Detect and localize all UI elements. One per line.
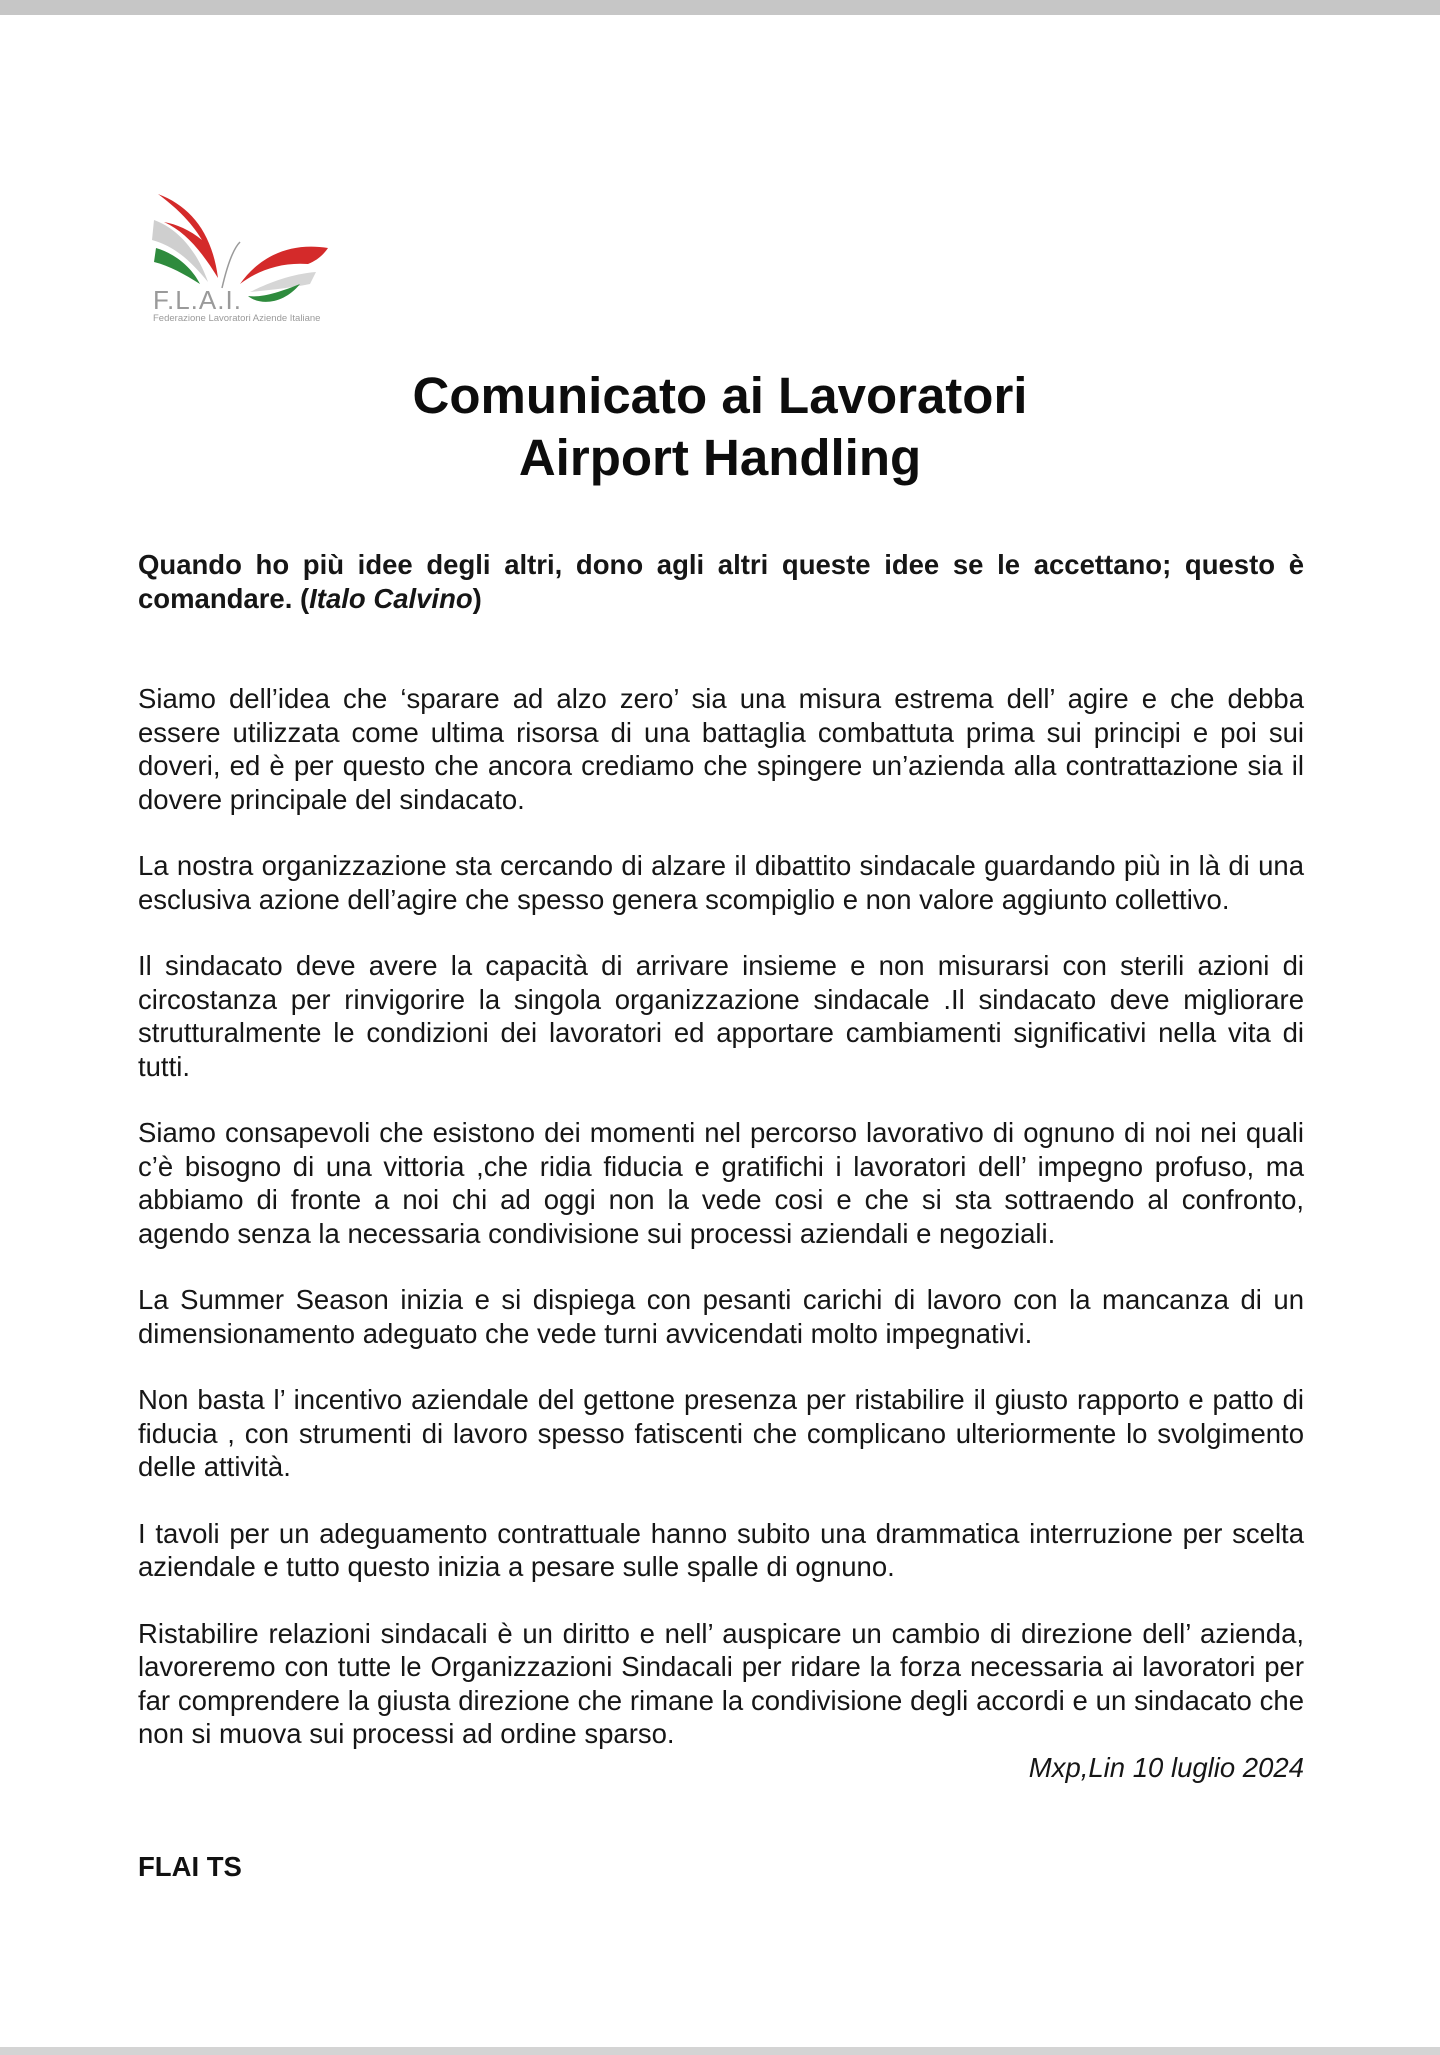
paragraph-4: Siamo consapevoli che esistono dei momenti nel percorso lavorativo di ognuno di noi nei quali c’è bisogno di una vittoria ,che ridia fiducia e gratifichi i lavoratori dell’ impegno profuso, ma abbiamo di fronte a noi chi ad oggi non la vede cosi e che si sta sottraendo al confronto, agendo senza la necessaria condivisione sui processi aziendali e negoziali. [138,1117,1304,1249]
bottom-border [0,2047,1440,2055]
place-date: Mxp,Lin 10 luglio 2024 [1028,1751,1304,1783]
opening-quote [138,548,1304,615]
logo-name: F.L.A.I. [153,285,242,315]
quote-text: Quando ho più idee degli altri, dono agli altri queste idee se le accettano; questo è comandare. ( [138,549,1304,614]
paragraph-8: Ristabilire relazioni sindacali è un diritto e nell’ auspicare un cambio di direzione dell’ azienda, lavoreremo con tutte le Organizzazioni Sindacali per ridare la forza necessaria ai lavoratori per far comprendere la giusta direzione che rimane la condivisione degli accordi e un sindacato che non si muova sui processi ad ordine sparso. [138,1617,1304,1749]
quote-author: Italo Calvino [309,582,473,614]
document-body [138,548,1304,1784]
paragraph-3: Il sindacato deve avere la capacità di arrivare insieme e non misurarsi con sterili azioni di circostanza per rinvigorire la singola organizzazione sindacale .Il sindacato deve migliorare strutturalmente le condizioni dei lavoratori ed apportare cambiamenti significativi nella vita di tutti. [138,950,1304,1082]
paragraph-7: I tavoli per un adeguamento contrattuale hanno subito una drammatica interruzione per scelta aziendale e tutto questo inizia a pesare sulle spalle di ognuno. [138,1517,1304,1582]
flai-logo [150,192,330,328]
signature: FLAI TS [138,1851,242,1882]
paragraph-1: Siamo dell’idea che ‘sparare ad alzo zero’ sia una misura estrema dell’ agire e che debba essere utilizzata come ultima risorsa di una battaglia combattuta prima sui principi e poi sui doveri, ed è per questo che ancora crediamo che spingere un’azienda alla contrattazione sia il dovere principale del sindacato. [138,683,1304,815]
title-line-1: Comunicato ai Lavoratori [412,367,1028,424]
page-title [0,365,1440,489]
paragraph-6: Non basta l’ incentivo aziendale del gettone presenza per ristabilire il giusto rapporto e patto di fiducia , con strumenti di lavoro spesso fatiscenti che complicano ulteriormente lo svolgimento delle attività. [138,1384,1304,1482]
title-line-2: Airport Handling [518,429,922,486]
top-border [0,0,1440,15]
quote-close: ) [472,582,482,614]
logo-subtitle: Federazione Lavoratori Aziende Italiane [153,313,321,324]
paragraph-2: La nostra organizzazione sta cercando di alzare il dibattito sindacale guardando più in là di una esclusiva azione dell’agire che spesso genera scompiglio e non valore aggiunto collettivo. [138,850,1304,915]
paragraph-5: La Summer Season inizia e si dispiega con pesanti carichi di lavoro con la mancanza di un dimensionamento adeguato che vede turni avvicendati molto impegnativi. [138,1284,1304,1349]
